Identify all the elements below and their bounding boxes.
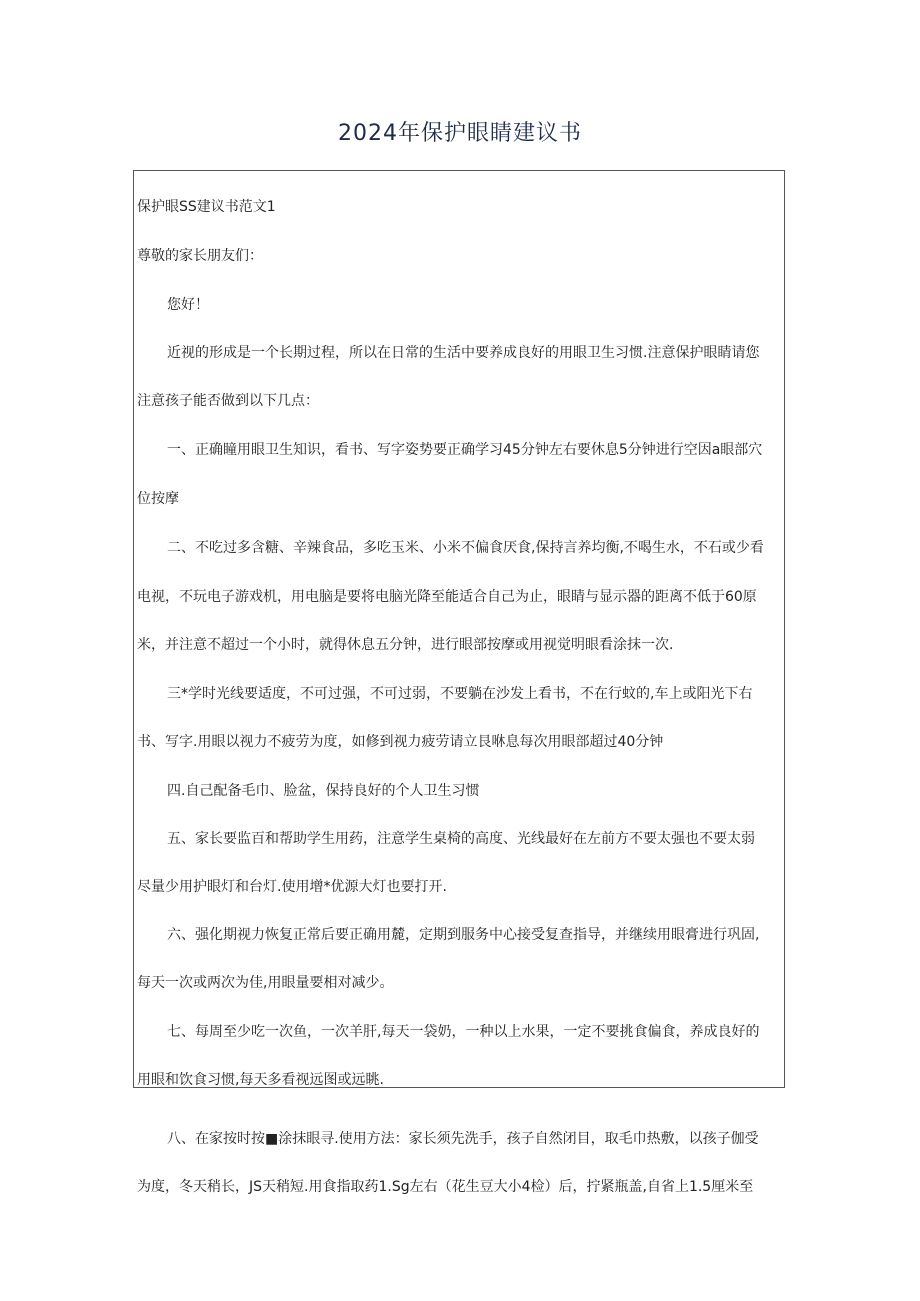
paragraph-line: 五、家长要监百和帮助学生用药，注意学生桌椅的高度、光线最好在左前方不要太强也不要太弱 [167, 831, 755, 847]
paragraph-line: 尽量少用护眼灯和台灯.使用增*优源大灯也要打开. [137, 879, 447, 895]
document-title: 2024年保护眼睛建议书 [338, 121, 582, 146]
paragraph-line: 您好！ [167, 297, 209, 313]
paragraph-line: 六、强化期视力恢复正常后要正确用麓，定期到服务中心接受复查指导，并继续用眼膏进行巩固, [167, 927, 760, 943]
tail-paragraph-line: 为度，冬天稍长，JS天稍短.用食指取药1.Sg左右（花生豆大小4检）后，拧紧瓶盖,自省上1.5厘米至 [137, 1179, 754, 1195]
paragraph-line: 用眼和饮食习惯,每天多看视远图或远眺. [137, 1072, 384, 1088]
paragraph-line: 三*学时光线要适度，不可过强，不可过弱，不要躺在沙发上看书，不在行蚊的,车上或阳光下右 [167, 686, 753, 702]
paragraph-line: 位按摩 [137, 491, 179, 507]
paragraph-line: 四.自己配备毛巾、脸盆，保持良好的个人卫生习惯 [167, 783, 480, 799]
paragraph-line: 每天一次或两次为佳,用眼量要相对减少。 [137, 975, 394, 991]
paragraph-line: 一、正确瞳用眼卫生知识，看书、写字姿势要正确学习45分钟左右要休息5分钟进行空因a眼部穴 [167, 442, 763, 458]
paragraph-line: 电视，不玩电子游戏机，用电脑是要将电脑光降至能适合自己为止，眼睛与显示器的距离不低于60原 [137, 589, 757, 605]
paragraph-line: 近视的形成是一个长期过程，所以在日常的生活中要养成良好的用眼卫生习惯.注意保护眼睛请您 [167, 345, 760, 361]
paragraph-line: 尊敬的家长朋友们： [137, 248, 263, 264]
paragraph-line: 二、不吃过多含糖、辛辣食品，多吃玉米、小米不偏食厌食,保持言养均衡,不喝生水，不石或少看 [167, 540, 764, 556]
paragraph-line: 书、写字.用眼以视力不疲劳为度，如修到视力疲劳请立艮咻息每次用眼部超过40分钟 [137, 734, 664, 750]
paragraph-line: 米，并注意不超过一个小时，就得休息五分钟，进行眼部按摩或用视觉明眼看涂抹一次. [137, 637, 674, 653]
paragraph-line: 保护眼SS建议书范文1 [137, 199, 276, 215]
paragraph-line: 七、每周至少吃一次鱼，一次羊肝,每天一袋奶，一种以上水果，一定不要挑食偏食，养成良好的 [167, 1024, 760, 1040]
paragraph-line: 注意孩子能否做到以下几点： [137, 393, 319, 409]
tail-paragraph-line: 八、在家按时按■涂抹眼寻.使用方法：家长须先洗手，孩子自然闭目，取毛巾热敷，以孩子伽受 [167, 1131, 759, 1147]
